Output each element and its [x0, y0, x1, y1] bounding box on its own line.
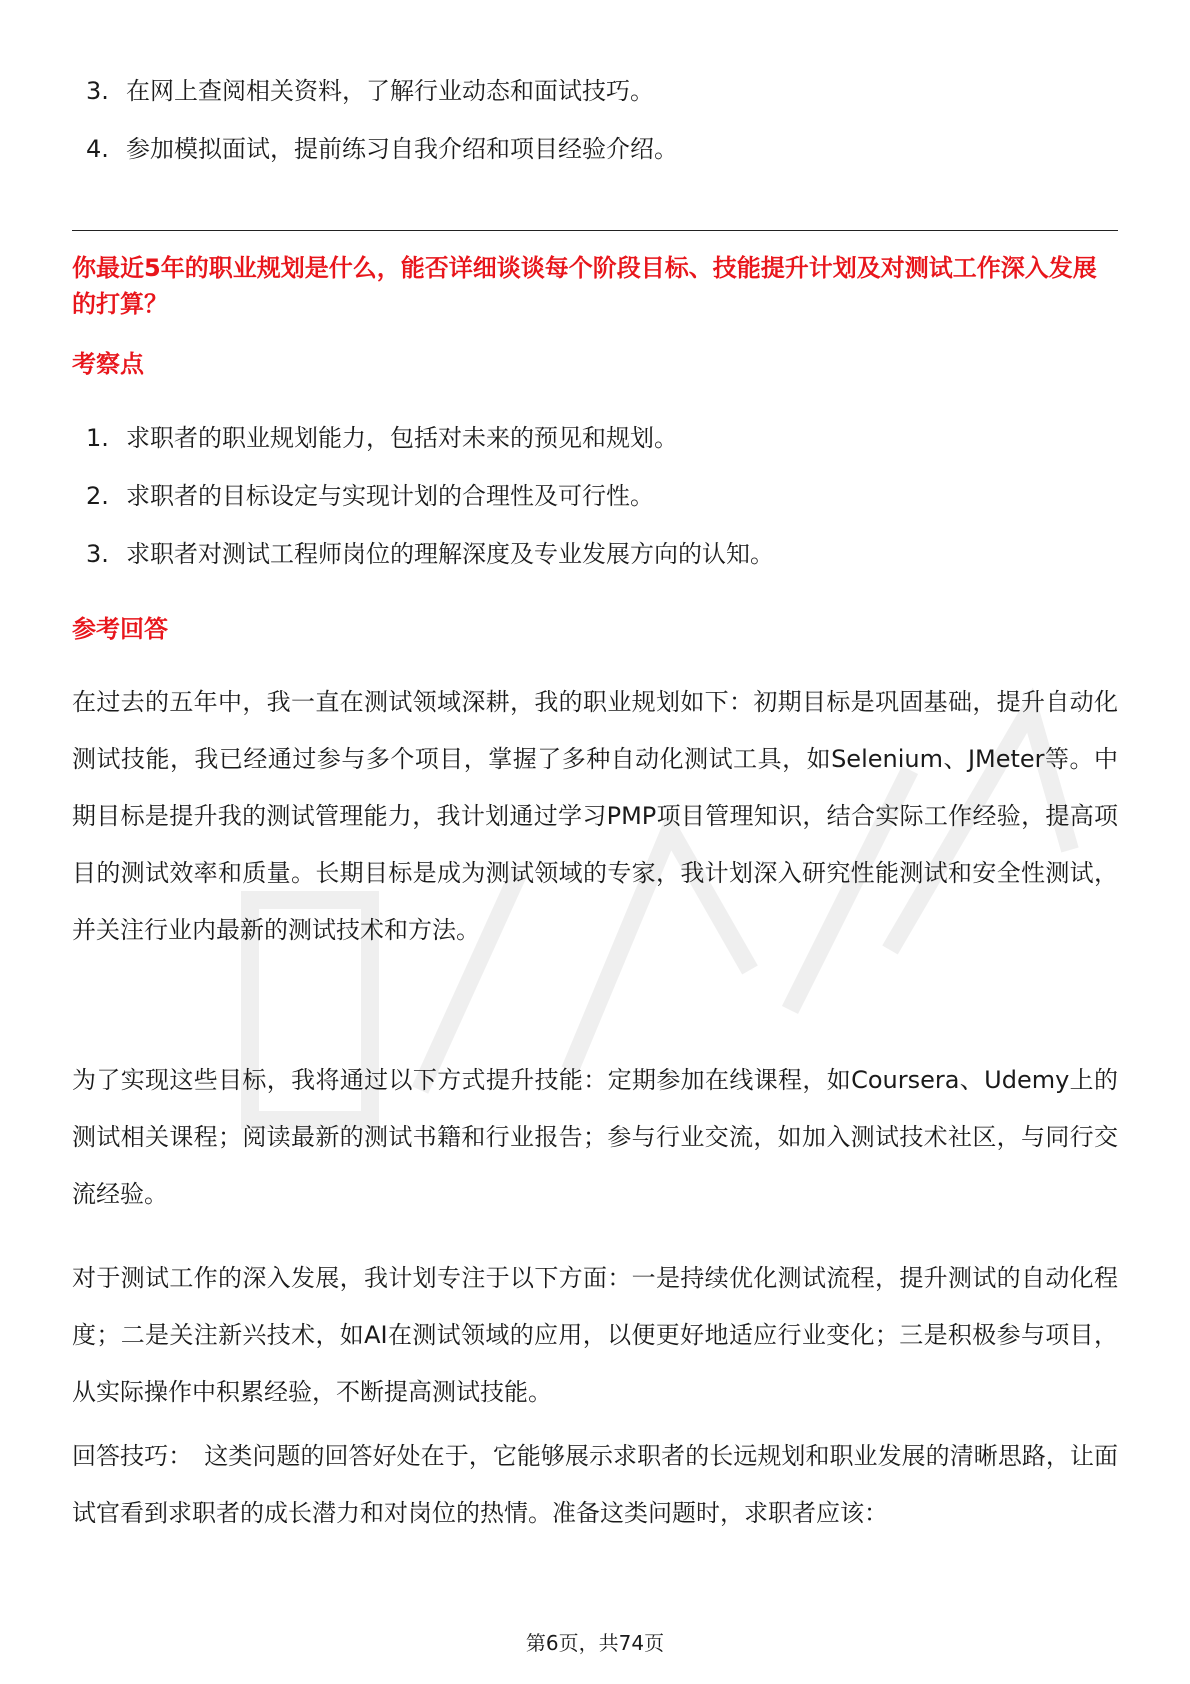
list-text: 参加模拟面试，提前练习自我介绍和项目经验介绍。	[126, 135, 678, 163]
list-item	[72, 132, 678, 166]
answer-paragraph: 对于测试工作的深入发展，我计划专注于以下方面：一是持续优化测试流程，提升测试的自动化程度；二是关注新兴技术，如AI在测试领域的应用，以便更好地适应行业变化；三是积极参与项目，从实际操作中积累经验，不断提高测试技能。	[72, 1264, 1118, 1406]
list-item	[72, 74, 678, 108]
section-divider	[72, 230, 1118, 231]
question-title: 你最近5年的职业规划是什么，能否详细谈谈每个阶段目标、技能提升计划及对测试工作深入发展的打算？	[72, 254, 1097, 318]
tip-text: 这类问题的回答好处在于，它能够展示求职者的长远规划和职业发展的清晰思路，让面试官看到求职者的成长潜力和对岗位的热情。准备这类问题时，求职者应该：	[72, 1442, 1119, 1527]
list-item	[72, 479, 774, 513]
list-number: 4.	[86, 135, 109, 163]
preparation-list	[72, 74, 678, 190]
list-text: 求职者的目标设定与实现计划的合理性及可行性。	[126, 482, 654, 510]
list-number: 2.	[86, 482, 109, 510]
list-number: 1.	[86, 424, 109, 452]
page-footer: 第6页，共74页	[525, 1631, 665, 1655]
tip-label: 回答技巧：	[72, 1442, 193, 1470]
list-number: 3.	[86, 540, 109, 568]
list-number: 3.	[86, 77, 109, 105]
list-item	[72, 537, 774, 571]
list-text: 求职者的职业规划能力，包括对未来的预见和规划。	[126, 424, 678, 452]
list-text: 求职者对测试工程师岗位的理解深度及专业发展方向的认知。	[126, 540, 774, 568]
answer-tip	[72, 1428, 1118, 1542]
answer-heading: 参考回答	[72, 615, 168, 643]
answer-paragraph: 在过去的五年中，我一直在测试领域深耕，我的职业规划如下：初期目标是巩固基础，提升自动化测试技能，我已经通过参与多个项目，掌握了多种自动化测试工具，如Selenium、JMeter等。中期目标是提升我的测试管理能力，我计划通过学习PMP项目管理知识，结合实际工作经验，提高项目的测试效率和质量。长期目标是成为测试领域的专家，我计划深入研究性能测试和安全性测试，并关注行业内最新的测试技术和方法。	[72, 688, 1118, 944]
examine-list	[72, 421, 774, 595]
examine-heading: 考察点	[72, 350, 144, 378]
answer-paragraph: 为了实现这些目标，我将通过以下方式提升技能：定期参加在线课程，如Coursera、Udemy上的测试相关课程；阅读最新的测试书籍和行业报告；参与行业交流，如加入测试技术社区，与同行交流经验。	[72, 1066, 1118, 1208]
list-item	[72, 421, 774, 455]
list-text: 在网上查阅相关资料，了解行业动态和面试技巧。	[126, 77, 654, 105]
